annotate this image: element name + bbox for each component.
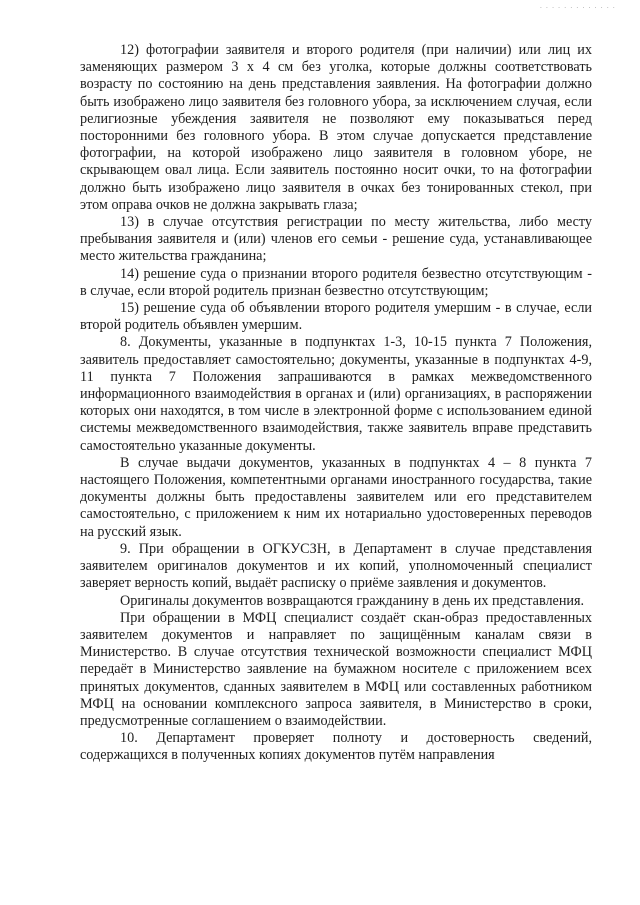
document-body (80, 42, 592, 765)
paragraph-clause-9: 9. При обращении в ОГКУСЗН, в Департамент в случае представления заявителем оригиналов документов и их копий, уполномоченный специалист заверяет верность копий, выдаёт расписку о приёме заявления и документов. (80, 540, 592, 592)
paragraph-clause-8: 8. Документы, указанные в подпунктах 1-3, 10-15 пункта 7 Положения, заявитель предоставляет самостоятельно; документы, указанные в подпунктах 4-9, 11 пункта 7 Положения запрашиваются в рамках межведомственного информационного взаимодействия в органах и (или) организациях, в распоряжении которых они находятся, в том числе в электронной форме с использованием единой системы межведомственного взаимодействия, также заявитель вправе представить самостоятельно указанные документы. (80, 334, 592, 454)
paragraph-item-15: 15) решение суда об объявлении второго родителя умершим - в случае, если второй родитель объявлен умершим. (80, 300, 592, 334)
paragraph-item-12: 12) фотографии заявителя и второго родителя (при наличии) или лиц их заменяющих размером 3 х 4 см без уголка, которые должны соответствовать возрасту по состоянию на день представления заявления. На фотографии должно быть изображено лицо заявителя без головного убора, за исключением случая, если религиозные убеждения заявителя не позволяют ему показываться перед посторонними без головного убора. В этом случае допускается представление фотографии, на которой изображено лицо заявителя в головном уборе, не скрывающем овал лица. Если заявитель постоянно носит очки, то на фотографии должно быть изображено лицо заявителя в очках без тонированных стекол, при этом оправа очков не должна закрывать глаза; (80, 42, 592, 213)
paragraph-clause-10: 10. Департамент проверяет полноту и достоверность сведений, содержащихся в полученных копиях документов путём направления (80, 730, 592, 764)
paragraph-item-13: 13) в случае отсутствия регистрации по месту жительства, либо месту пребывания заявителя и (или) членов его семьи - решение суда, устанавливающее место жительства гражданина; (80, 214, 592, 265)
header-mark: · · · · · · · · · · · · · (539, 4, 616, 12)
paragraph-originals-returned: Оригиналы документов возвращаются гражданину в день их представления. (120, 592, 585, 609)
paragraph-mfc-procedure: При обращении в МФЦ специалист создаёт скан-образ предоставленных заявителем документов и направляет по защищённым каналам связи в Министерство. В случае отсутствия технической возможности специалист МФЦ передаёт в Министерство заявление на бумажном носителе с приложением всех принятых документов, сданных заявителем в МФЦ или составленных работником МФЦ на основании комплексного запроса заявителя, в Министерство в сроки, предусмотренные соглашением о взаимодействии. (80, 609, 592, 729)
paragraph-item-14: 14) решение суда о признании второго родителя безвестно отсутствующим - в случае, если второй родитель признан безвестно отсутствующим; (80, 265, 592, 299)
paragraph-foreign-documents: В случае выдачи документов, указанных в подпунктах 4 – 8 пункта 7 настоящего Положения, компетентными органами иностранного государства, такие документы должны быть предоставлены заявителем или его представителем самостоятельно, с приложением к ним их нотариально удостоверенных переводов на русский язык. (80, 454, 592, 540)
